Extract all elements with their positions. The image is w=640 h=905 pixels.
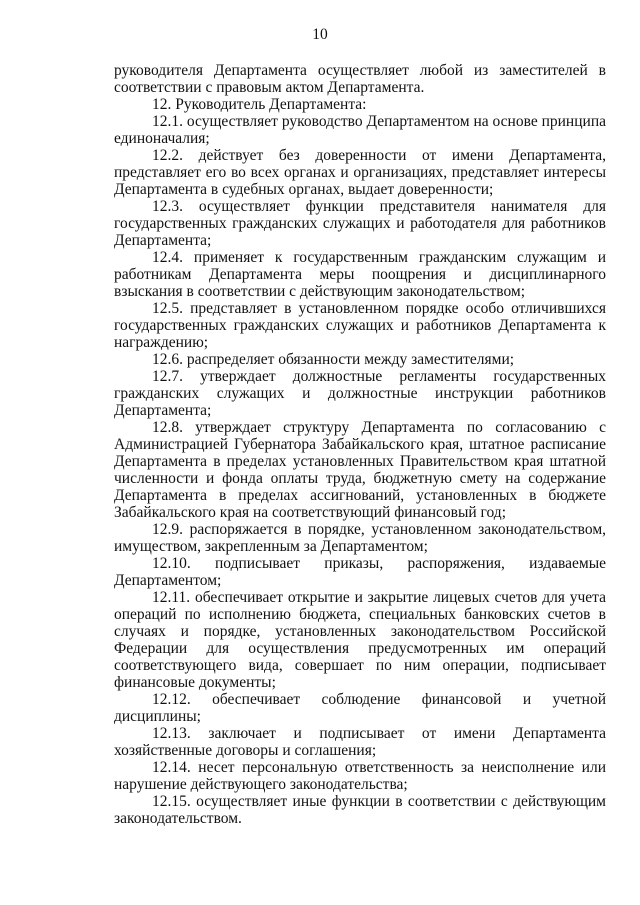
paragraph-12-7: 12.7. утверждает должностные регламенты государственных гражданских служащих и должностные инструкции работников Департамента; bbox=[114, 368, 606, 419]
page-number: 10 bbox=[312, 26, 328, 43]
paragraph-12-14: 12.14. несет персональную ответственность за неисполнение или нарушение действующего законодательства; bbox=[114, 759, 606, 793]
paragraph-12-12: 12.12. обеспечивает соблюдение финансовой и учетной дисциплины; bbox=[114, 691, 606, 725]
paragraph-12: 12. Руководитель Департамента: bbox=[152, 96, 367, 113]
paragraph-12-10: 12.10. подписывает приказы, распоряжения, издаваемые Департаментом; bbox=[114, 555, 606, 589]
paragraph-12-3: 12.3. осуществляет функции представителя нанимателя для государственных гражданских служащих и работодателя для работников Департамента; bbox=[114, 198, 606, 249]
paragraph-12-4: 12.4. применяет к государственным гражданским служащим и работникам Департамента меры поощрения и дисциплинарного взыскания в соответствии с действующим законодательством; bbox=[114, 249, 606, 300]
paragraph-12-5: 12.5. представляет в установленном порядке особо отличившихся государственных гражданских служащих и работников Департамента к награждению; bbox=[114, 300, 606, 351]
paragraph-12-6: 12.6. распределяет обязанности между заместителями; bbox=[152, 351, 515, 368]
document-body bbox=[114, 62, 606, 827]
paragraph-12-15: 12.15. осуществляет иные функции в соответствии с действующим законодательством. bbox=[114, 793, 606, 827]
paragraph-12-9: 12.9. распоряжается в порядке, установленном законодательством, имуществом, закрепленным за Департаментом; bbox=[114, 521, 606, 555]
paragraph-12-1: 12.1. осуществляет руководство Департаментом на основе принципа единоначалия; bbox=[114, 113, 606, 147]
paragraph-continuation: руководителя Департамента осуществляет любой из заместителей в соответствии с правовым актом Департамента. bbox=[114, 62, 606, 96]
paragraph-12-2: 12.2. действует без доверенности от имени Департамента, представляет его во всех органах и организациях, представляет интересы Департамента в судебных органах, выдает доверенности; bbox=[114, 147, 606, 198]
paragraph-12-8: 12.8. утверждает структуру Департамента по согласованию с Администрацией Губернатора Забайкальского края, штатное расписание Департамента в пределах установленных Правительством края штатной численности и фонда оплаты труда, бюджетную смету на содержание Департамента в пределах ассигнований, установленных в бюджете Забайкальского края на соответствующий финансовый год; bbox=[114, 419, 606, 521]
paragraph-12-11: 12.11. обеспечивает открытие и закрытие лицевых счетов для учета операций по исполнению бюджета, специальных банковских счетов в случаях и порядке, установленных законодательством Российской Федерации для осуществления предусмотренных им операций соответствующего вида, совершает по ним операции, подписывает финансовые документы; bbox=[114, 589, 606, 691]
paragraph-12-13: 12.13. заключает и подписывает от имени Департамента хозяйственные договоры и соглашения; bbox=[114, 725, 606, 759]
